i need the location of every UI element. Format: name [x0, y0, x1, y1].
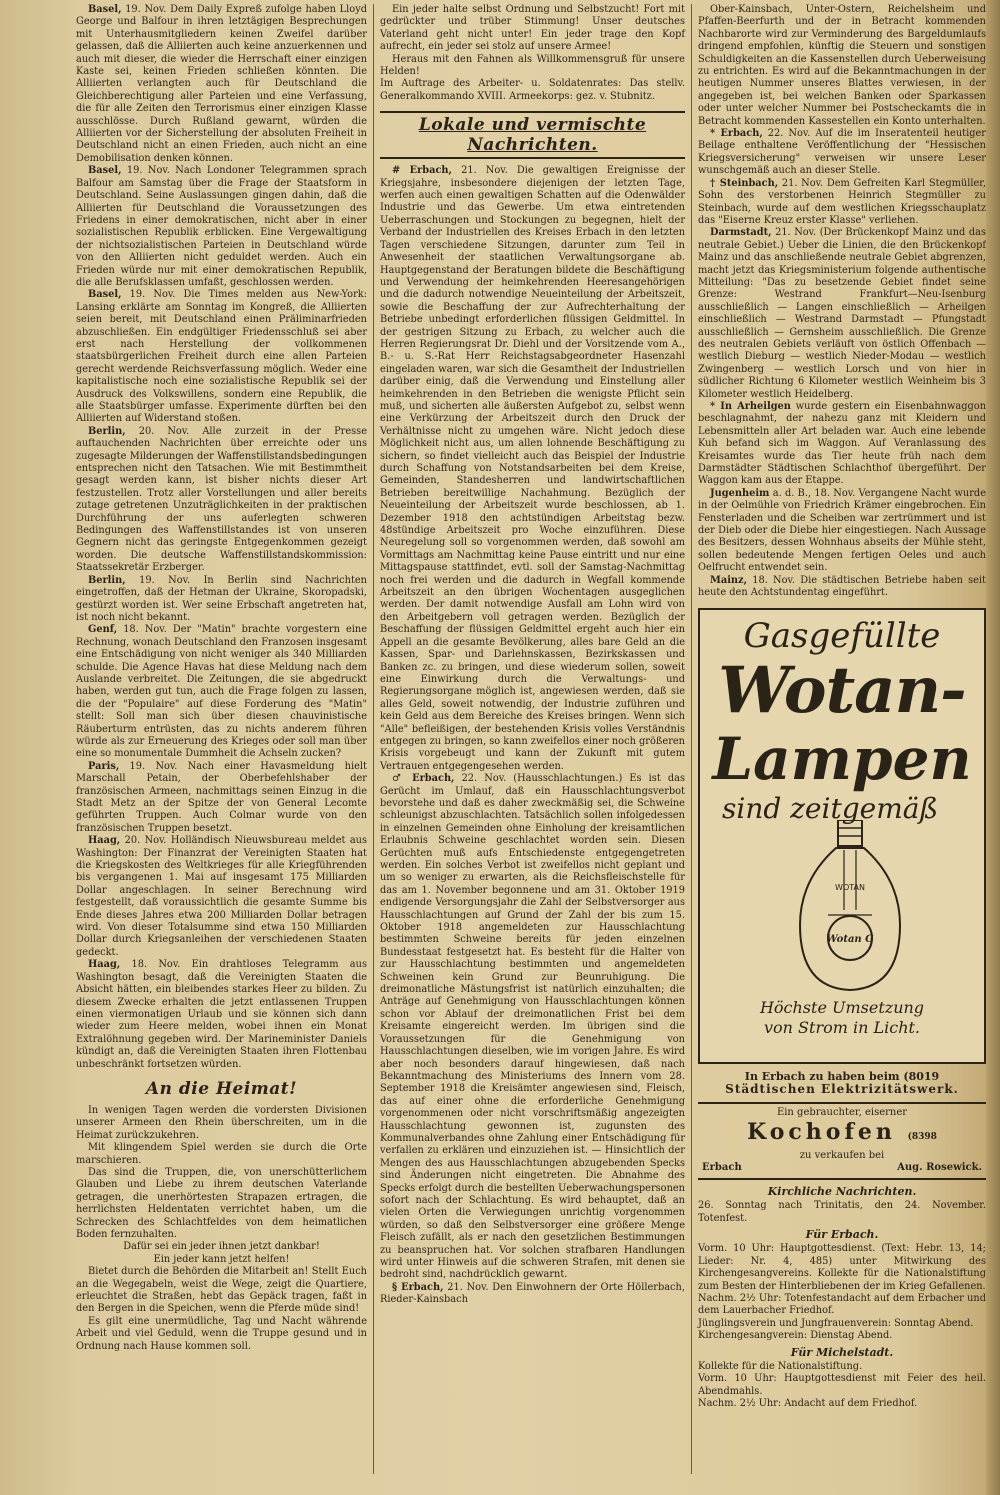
- ad-vendor-text: In Erbach zu haben beim: [744, 1069, 900, 1083]
- kochofen-top: Ein gebrauchter, eiserner: [776, 1106, 908, 1118]
- article-text: 19. Nov. Nach einer Havasmeldung hielt Marschall Petain, der Oberbefehlshaber der französischen Armeen, nachmittags seinen Einzug in die Stadt Metz an der Spitze der von General Lecomte geführten Truppen. Auch Colmar wurde von den französischen Truppen besetzt.: [76, 760, 367, 834]
- article-text: 18. Nov. Der "Matin" brachte vorgestern eine Rechnung, wonach Deutschland den Franzosen insgesamt eine Entschädigung von nicht weniger als 340 Milliarden schulde. Die Agence Havas hat diese Meldung nach dem Auslande verbreitet. Die Zeitungen, die sie abgedruckt haben, werden gut tun, auch die Frage folgen zu lassen, die der "Populaire" auf diese Forderung des "Matin" stellt: Soll man sich über diesen chauvinistische Räuberturm entrüsten, das zu nichts anderem führen würde als zur Erneuerung des Krieges oder soll man über eine so monumentale Dummheit die Achseln zucken?: [76, 624, 367, 760]
- proclamation-paragraph: Ein jeder halte selbst Ordnung und Selbstzucht! Fort mit gedrückter und trüber Stimmung! Unser deutsches Vaterland geht nicht unter! Ein jeder trage den Kopf aufrecht, ein jeder sei stolz auf unsere Armee!: [380, 4, 685, 53]
- church-notice: Kollekte für die Nationalstiftung.: [698, 1361, 863, 1372]
- church-notice: Vorm. 10 Uhr: Hauptgottesdienst mit Feier des heil. Abendmahls.: [698, 1373, 986, 1397]
- ad-vendor-name: Städtischen Elektrizitätswerk.: [725, 1081, 959, 1096]
- ad-code: (8019: [903, 1069, 940, 1083]
- article: [76, 575, 367, 625]
- article-text: 19. Nov. Die Times melden aus New-York: Lansing erklärte am Sonntag im Kongreß, die Alliierten seien bereit, mit Deutschland einen Präliminarfrieden abzuschließen. Ein endgültiger Friedensschluß sei aber erst nach Herstellung der vollkommenen staatsbürgerlichen Freiheit durch eine allen Parteien gerecht werdende Reichsverfassung möglich. Weder eine kapitalistische noch eine sozialistische Republik sei der Ausdruck des Volkswillens, sondern eine Republik, die alle Staatsbürger umfasse. Experimente dürften bei den Alliierten auf Widerstand stoßen.: [76, 289, 367, 425]
- dateline: Basel,: [88, 4, 122, 15]
- article-text: 21. Nov. Den Einwohnern der Orte Höllerbach, Rieder-Kainsbach: [380, 1281, 685, 1306]
- article: [698, 575, 986, 600]
- dateline: ♂ Erbach,: [392, 773, 455, 785]
- church-notice: 26. Sonntag nach Trinitatis, den 24. November. Totenfest.: [698, 1200, 986, 1224]
- proclamation-paragraph: Ein jeder kann jetzt helfen!: [153, 1253, 290, 1265]
- section-heading: Lokale und vermischte Nachrichten.: [380, 111, 685, 159]
- article: [698, 178, 986, 228]
- church-notices-subtitle: Für Michelstadt.: [790, 1345, 894, 1359]
- article: [380, 165, 685, 773]
- proclamation-paragraph: Bietet durch die Behörden die Mitarbeit an! Stellt Euch an die Wegegabeln, weist die Wege, zeigt die Quartiere, erleuchtet die Straßen, hebt das Gepäck tragen, faßt in den Bergen in die Speichen, wenn die Pferde müde sind!: [76, 1266, 367, 1315]
- article: [76, 289, 367, 425]
- dateline: Darmstadt,: [710, 227, 772, 239]
- article: Ober-Kainsbach, Unter-Ostern, Reichelsheim und Pfaffen-Beerfurth und der in Betracht kommenden Nachbarorte wird zur Verminderung des Bargeldumlaufs dringend empfohlen, künftig die Steuern und sonstigen Schuldigkeiten an die Kassenstellen durch Ueberweisung zu entrichten. Es wird auf die Bekanntmachungen in der heutigen Nummer unseres Blattes verwiesen, in der angegeben ist, bei welchen Banken oder Sparkassen oder unter welcher Nummer bei Postscheckamts die in Betracht kommenden Kassestellen ein Konto unterhalten.: [698, 4, 986, 127]
- dateline: Genf,: [88, 624, 118, 636]
- proclamation-paragraph: Es gilt eine unermüdliche, Tag und Nacht währende Arbeit und viel Geduld, wenn die Truppe gesund und in Ordnung nach Hause kommen soll.: [76, 1315, 367, 1352]
- wotan-lamp-advertisement: [698, 608, 986, 1064]
- article-text: 19. Nov. In Berlin sind Nachrichten eingetroffen, daß der Hetman der Ukraine, Skoropadski, gestürzt worden ist. Wer seine Erbschaft angetreten hat, ist noch nicht bekannt.: [76, 574, 367, 623]
- kochofen-title: Kochofen: [747, 1118, 896, 1145]
- ad-line-1: Gasgefüllte: [743, 615, 941, 656]
- article: [76, 426, 367, 575]
- ad-vendor: [698, 1070, 986, 1096]
- article-text: 19. Nov. Dem Daily Expreß zufolge haben Lloyd George und Balfour in ihren letztägigen Besprechungen mit Unterhausmitgliedern keinen Zweifel darüber gelassen, daß die Alliierten auch keine anzuerkennen und auch mit dieser, die wieder die Herrschaft einer einzigen Kaste sei, keinen Frieden schließen könnten. Die Alliierten verlangten auch für Deutschland die Gleichberechtigung aller Parteien und eine Verfassung, die für alle Zeiten den Terrorismus einer einzigen Klasse ausschlösse. Durch Rußland gewarnt, würden die Alliierten vor der Sicherstellung der absoluten Freiheit in Deutschland nicht an einen Frieden, auch nicht an eine Demobilisation denken können.: [76, 4, 367, 164]
- column-1: [70, 4, 374, 1474]
- dateline: Mainz,: [710, 574, 748, 586]
- article-text: 20. Nov. Holländisch Nieuwsbureau meldet aus Washington: Der Finanzrat der Vereinigten Staaten hat die Kriegskosten des Weltkrieges für alle Kriegführenden bis vergangenen 1. Mai auf insgesamt 175 Milliarden Dollar angeschlagen. In seiner Berechnung wird festgestellt, daß voraussichtlich die gesamte Summe bis Ende dieses Jahres etwa 200 Milliarden Dollar betragen wird. Von dieser Totalsumme sind etwa 150 Milliarden Dollar durch Kriegsanleihen der verschiedenen Staaten gedeckt.: [76, 835, 367, 958]
- article: [380, 773, 685, 1282]
- article-text: 18. Nov. Ein drahtloses Telegramm aus Washington besagt, daß die Vereinigten Staaten die Absicht hätten, ein bleibendes starkes Heer zu bilden. Zu diesem Zwecke erhalten die jetzt entlassenen Truppen einen viermonatigen Urlaub und sie können sich dann wieder zum Heere melden, wobei ihnen ein Monat Extralöhnung gegeben wird. Der Marineminister Daniels kündigt an, daß die Vereinigten Staaten ihren Flottenbau unbeschränkt fortsetzen würden.: [76, 959, 367, 1070]
- article: [76, 959, 367, 1071]
- article-text: a. d. B., 18. Nov. Vergangene Nacht wurde in der Oelmühle von Friedrich Krämer eingebrochen. Ein Fensterladen und die Scheiben war zertrümmert und ist der Dieb oder die Diebe hier eingestiegen. Nach Aussage des Besitzers, dessen Wohnhaus abseits der Mühle steht, sollen bedeutende Mengen fertigen Oeles und auch Oelfrucht entwendet sein.: [698, 487, 986, 574]
- dateline: Haag,: [88, 959, 121, 971]
- dateline: # Erbach,: [392, 165, 452, 177]
- kochofen-advertisement: [698, 1102, 986, 1180]
- proclamation-paragraph: In wenigen Tagen werden die vordersten Divisionen unserer Armeen den Rhein überschreiten, um in die Heimat zurückzukehren.: [76, 1104, 367, 1141]
- article-text: 20. Nov. Alle zurzeit in der Presse auftauchenden Nachrichten über erreichte oder uns zugesagte Milderungen der Waffenstillstandsbedingungen entsprechen nicht den Tatsachen. Wie mit Bestimmtheit gesagt werden kann, ist bisher nichts dieser Art festzustellen. Trotz aller Vorstellungen und aller bereits zutage getretenen Unzuträglichkeiten in der praktischen Durchführung der uns auferlegten schweren Bedingungen des Waffenstillstandes ist von unseren Gegnern nicht das geringste Entgegenkommen gezeigt worden. Die deutsche Waffenstillstandskommission: Staatssekretär Erzberger.: [76, 425, 367, 574]
- article: [76, 835, 367, 959]
- dateline: * Erbach,: [710, 128, 763, 140]
- church-notices-title: Kirchliche Nachrichten.: [767, 1184, 917, 1198]
- church-notice: Kirchengesangverein: Dienstag Abend.: [698, 1330, 893, 1342]
- dateline: * In Arheilgen: [710, 401, 791, 412]
- church-notice: Nachm. 2½ Uhr: Totenfestandacht auf dem Erbacher und dem Lauerbacher Friedhof.: [698, 1292, 986, 1317]
- proclamation-paragraph: Heraus mit den Fahnen als Willkommensgruß für unsere Helden!: [380, 53, 685, 78]
- page-spine: [986, 0, 1000, 1495]
- article: [698, 128, 986, 178]
- article: [698, 401, 986, 488]
- article: [76, 761, 367, 835]
- proclamation-signature: Im Auftrage des Arbeiter- u. Soldatenrates: Das stellv. Generalkommando XVIII. Armeekorps: gez. v. Stubnitz.: [380, 78, 685, 102]
- dateline: Basel,: [88, 165, 122, 177]
- article-text: wurde gestern ein Eisenbahnwaggon beschlagnahmt, der nahezu ganz mit Kleidern und Lebensmitteln aller Art beladen war. Auch eine lebende Kuh befand sich im Waggon. Auf Veranlassung des Kreisamtes wurde das Tier heute früh nach dem Darmstädter Städtischen Schlachthof übergeführt. Der Waggon kam aus der Etappe.: [698, 401, 986, 487]
- article-text: 21. Nov. Die gewaltigen Ereignisse der Kriegsjahre, insbesondere diejenigen der letzten Tage, werfen auch einen gewaltigen Schatten auf die Odenwälder Industrie und das Gewerbe. Um etwa eintretenden Ueberraschungen und Stockungen zu begegnen, hielt der Verband der Industriellen des Kreises Erbach in den letzten Tagen verschiedene Sitzungen, darunter zum Teil in Anwesenheit der staatlichen Verwaltungsorgane ab. Hauptgegenstand der Beratungen bildete die Beschäftigung und Verwendung der heimkehrenden Heeresangehörigen und die dadurch notwendige Neueinteilung der Arbeitszeit, sowie die Beschaffung der zur Aufrechterhaltung der Betriebe unbedingt erforderlichen flüssigen Geldmittel. In der gestrigen Sitzung zu Erbach, zu welcher auch die Herren Regierungsrat Dr. Diehl und der Vorsitzende vom A., B.- u. S.-Rat Herr Reichstagsabgeordneter Hasenzahl eingeladen waren, war sich die Gesamtheit der Industriellen darüber einig, daß die Verwendung und Einstellung aller heimkehrenden in den Betrieben die wenigste Pflicht sein muß, und sicherten alle äußersten Aufgebot zu, selbst wenn eine Verkürzung der Arbeitszeit durch den Druck der Verhältnisse nicht zu umgehen wäre. Nicht jedoch diese Möglichkeit nicht aus, um allen lohnende Beschäftigung zu sichern, so findet vielleicht auch das Beispiel der Industrie durch Schaffung von Notstandsarbeiten bei dem Kreise, Gemeinden, Standesherren und landwirtschaftlichen Betrieben bereitwillige Nachahmung. Bezüglich der Neueinteilung der Arbeitszeit wurde beschlossen, ab 1. Dezember 1918 den achtstündigen Arbeitstag bezw. 48stündige Arbeitszeit pro Woche einzuführen. Diese Neuregelung soll so vorgenommen werden, daß sowohl am Vormittags am Nachmittag keine Pause eintritt und nur eine Mittagspause stattfindet, evtl. soll der Samstag-Nachmittag noch frei werden und die dadurch in Wegfall kommende Arbeitszeit an den übrigen Wochentagen ausgeglichen werden. Der damit notwendige Ausfall am Lohn wird von den Arbeitgebern voll getragen werden. Bezüglich der Beschaffung der flüssigen Geldmittel ergeht auch hier ein Appell an die gesamte Bevölkerung, alles bare Geld an die Kassen, Spar- und Darlehnskassen, Bezirkskassen und Banken zc. zu bringen, und diese wiederum sollen, soweit eine Einwirkung durch die Verwaltungs- und Regierungsorgane möglich ist, angewiesen werden, daß sie alles Geld, soweit notwendig, der Industrie zuführen und kein Geld aus dem Bereiche des Kreises bringen. Wenn sich "Alle" befleißigen, der bestehenden Krisis volles Verständnis entgegen zu bringen, so kann zweifellos einer noch größeren Krisis vorgebeugt und kann der Zukunft mit gutem Vertrauen entgegengesehen werden.: [380, 165, 685, 772]
- columns: [70, 4, 994, 1474]
- dateline: § Erbach,: [392, 1281, 444, 1293]
- kochofen-code: (8398: [907, 1131, 937, 1142]
- article: [76, 4, 367, 165]
- proclamation-paragraph: Mit klingendem Spiel werden sie durch die Orte marschieren.: [76, 1142, 367, 1166]
- ad-slogan: [708, 998, 976, 1038]
- article-text: 21. Nov. (Der Brückenkopf Mainz und das neutrale Gebiet.) Ueber die Linien, die den Brückenkopf Mainz und das anschließende neutrale Gebiet abgrenzen, macht jetzt das Kriegsministerium folgende authentische Mitteilung: "Das zu besetzende Gebiet findet seine Grenze: Westrand Frankfurt—Neu-Isenburg ausschließlich — Langen einschließlich — Arheilgen einschließlich — Westrand Darmstadt — Pfungstadt ausschließlich — Gernsheim ausschließlich. Die Grenze des neutralen Gebiets verläuft von östlich Offenbach — westlich Dieburg — westlich Nieder-Modau — westlich Zwingenberg — westlich Lorsch und von hier in südlicher Richtung 6 Kilometer westlich Weinheim bis 3 Kilometer westlich Heidelberg.: [698, 227, 986, 400]
- light-bulb-icon: [790, 820, 910, 995]
- kochofen-sub: zu verkaufen bei: [799, 1149, 885, 1161]
- column-3: [692, 4, 992, 1474]
- article-text: 21. Nov. Dem Gefreiten Karl Stegmüller, Sohn des verstorbenen Heinrich Stegmüller zu Steinbach, wurde auf dem westlichen Kriegsschauplatz das "Eiserne Kreuz erster Klasse" verliehen.: [698, 177, 986, 226]
- ad-slogan-2: von Strom in Licht.: [763, 1017, 921, 1037]
- wotan-logo: Wotan G: [826, 933, 874, 945]
- church-notice: Vorm. 10 Uhr: Hauptgottesdienst. (Text: Hebr. 13, 14; Lieder: Nr. 4, 485) unter Mitwirkung des Kirchengesangvereins. Kollekte für die Nationalstiftung zum Besten der Hinterbliebenen der im Krieg Gefallenen.: [698, 1243, 986, 1292]
- article-text: 22. Nov. (Hausschlachtungen.) Es ist das Gerücht im Umlauf, daß ein Hausschlachtungsverbot bevorstehe und daß es daher zweckmäßig sei, die Schweine schleunigst abzuschlachten. Tatsächlich sollen infolgedessen in einzelnen Gemeinden ohne Einholung der kreisamtlichen Erlaubnis Schweine geschlachtet worden sein. Diesen Gerüchten muß aufs Entschiedenste entgegengetreten werden. Ein solches Verbot ist zweifellos nicht geplant und um so weniger zu erwarten, als die Reichsfleischstelle für das am 1. November begonnene und am 31. Oktober 1919 endigende Versorgungsjahr die Zahl der Selbstversorger aus Hausschlachtungen auf Grund der Zahl der bis zum 15. Oktober 1918 angemeldeten zur Hausschlachtung bestimmten Schweine bereits für jeden einzelnen Bundesstaat festgesetzt hat. Es besteht für die Halter von zur Hausschlachtung bestimmten und angemeldeten Schweinen kein Grund zur Beunruhigung. Die dreimonatliche Mästungsfrist ist natürlich einzuhalten; die Anträge auf Genehmigung von Hausschlachtungen können schon vor Ablauf der dreimonatlichen Frist bei dem Kreisamte eingereicht werden. Im übrigen sind die Voraussetzungen für die Genehmigung von Hausschlachtungen dieselben, wie im vorigen Jahre. Es wird aber noch besonders darauf hingewiesen, daß nach Bekanntmachung des Ministeriums des Innern vom 28. September 1918 die Kreisämter angewiesen sind, Fleisch, das auf einer ohne die erforderliche Genehmigung vorgenommenen oder nicht vorschriftsmäßig angezeigten Hausschlachtung gewonnen ist, zugunsten des Kommunalverbandes ohne Zahlung einer Entschädigung für verfallen zu erklären und einzuziehen ist. — Hinsichtlich der Mengen des aus Hausschlachtungen abzugebenden Specks sind Änderungen nicht eingetreten. Die Abnahme des Specks erfolgt durch die bestellten Ueberwachungspersonen sofort nach der Schlachtung. Es wird behauptet, daß an vielen Orten die Verwiegungen unrichtig vorgenommen würden, so daß den Selbstversorger eine größere Menge Fleisch zufällt, als er nach den gesetzlichen Bestimmungen zu beanspruchen hat. Vor solchen strafbaren Handlungen wird unter Hinweis auf die schweren Strafen, mit denen sie bedroht sind, nachdrücklich gewarnt.: [380, 773, 685, 1281]
- section-heading: An die Heimat!: [145, 1078, 298, 1099]
- ad-slogan-1: Höchste Umsetzung: [759, 997, 925, 1017]
- column-2: [374, 4, 692, 1474]
- dateline: Berlin,: [88, 574, 126, 586]
- dateline: Haag,: [88, 835, 121, 847]
- church-notices: [698, 1186, 986, 1411]
- ad-line-2: Wotan-: [718, 652, 966, 728]
- article: [698, 488, 986, 575]
- dateline: Jugenheim: [710, 487, 770, 499]
- ad-line-4: sind zeitgemäß: [722, 791, 939, 825]
- article: [380, 1282, 685, 1307]
- article-text: 22. Nov. Auf die im Inseratenteil heutiger Beilage enthaltene Veröffentlichung der "Hessischen Kriegsversicherung" verweisen wir unsere Leser wunschgemäß auch an dieser Stelle.: [698, 128, 986, 177]
- church-notices-subtitle: Für Erbach.: [805, 1227, 879, 1241]
- bulb-label: WOTAN: [835, 882, 865, 892]
- church-notice: Nachm. 2½ Uhr: Andacht auf dem Friedhof.: [698, 1398, 918, 1410]
- kochofen-place: Erbach: [702, 1162, 742, 1174]
- dateline: Berlin,: [88, 425, 126, 437]
- article-text: 19. Nov. Nach Londoner Telegrammen sprach Balfour am Samstag über die Frage der Staatsform in Deutschland. Seine Auslassungen gingen dahin, daß die Alliierten für Deutschland die Voraussetzungen des Friedens in einer demokratischen, nicht aber in einer sozialistischen Republik erblicken. Eine Vergewaltigung der nichtsozialistischen Parteien in Deutschland würde von den Alliierten nicht geduldet werden. Auch ein Frieden würde nur mit einer demokratischen Republik, die alle Berufsklassen umfaßt, geschlossen werden.: [76, 165, 367, 288]
- article-text: 18. Nov. Die städtischen Betriebe haben seit heute den Achtstundentag eingeführt.: [698, 574, 986, 599]
- article: [76, 624, 367, 760]
- kochofen-seller: Aug. Rosewick.: [897, 1162, 982, 1174]
- proclamation-paragraph: Das sind die Truppen, die, von unerschütterlichem Glauben und Liebe zu ihrem deutschen Vaterlande getragen, die unerhörtesten Strapazen ertragen, die herrlichsten Heldentaten verrichtet haben, um die Schrecken des Schlachtfeldes von dem heimatlichen Boden fernzuhalten.: [76, 1166, 367, 1240]
- church-notice: Jünglingsverein und Jungfrauenverein: Sonntag Abend.: [698, 1317, 974, 1329]
- article: [698, 227, 986, 401]
- dateline: † Steinbach,: [710, 177, 779, 189]
- ad-line-3: Lampen: [712, 724, 972, 793]
- dateline: Paris,: [88, 760, 120, 772]
- proclamation-paragraph: Dafür sei ein jeder ihnen jetzt dankbar!: [123, 1241, 320, 1253]
- article: [76, 165, 367, 289]
- dateline: Basel,: [88, 289, 122, 301]
